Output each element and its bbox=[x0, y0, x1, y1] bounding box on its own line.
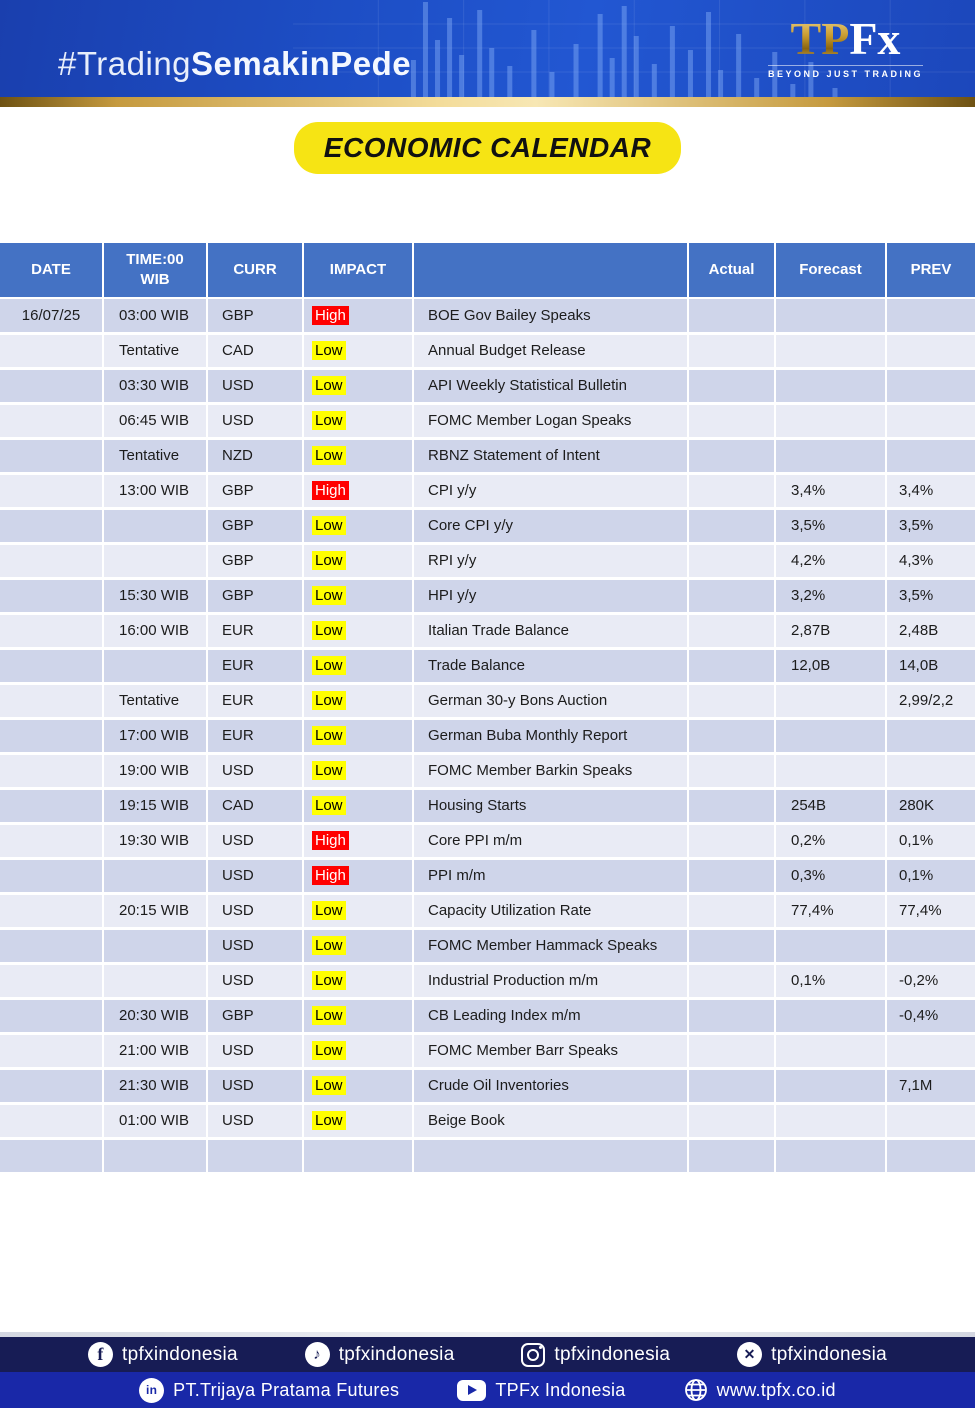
cell-date bbox=[0, 333, 103, 368]
impact-badge: Low bbox=[312, 1111, 346, 1130]
cell-impact bbox=[303, 683, 413, 718]
table-row bbox=[0, 998, 975, 1033]
cell-forecast bbox=[775, 1033, 886, 1068]
cell-event: Annual Budget Release bbox=[413, 333, 688, 368]
cell-event: BOE Gov Bailey Speaks bbox=[413, 298, 688, 333]
cell-date bbox=[0, 368, 103, 403]
cell-event: Crude Oil Inventories bbox=[413, 1068, 688, 1103]
table-row bbox=[0, 718, 975, 753]
table-row bbox=[0, 403, 975, 438]
cell-impact bbox=[303, 438, 413, 473]
cell-date bbox=[0, 1033, 103, 1068]
calendar-table-body bbox=[0, 298, 975, 1173]
table-row bbox=[0, 1033, 975, 1068]
cell-curr: CAD bbox=[207, 333, 303, 368]
cell-actual bbox=[688, 858, 775, 893]
hashtag-light-part: #Trading bbox=[58, 45, 192, 82]
social-item-facebook[interactable] bbox=[88, 1342, 238, 1367]
cell-impact bbox=[303, 473, 413, 508]
cell-impact bbox=[303, 788, 413, 823]
cell-time: Tentative bbox=[103, 683, 207, 718]
logo-tagline: BEYOND JUST TRADING bbox=[768, 65, 923, 79]
cell-actual bbox=[688, 718, 775, 753]
cell-prev: 77,4% bbox=[886, 893, 975, 928]
instagram-icon bbox=[521, 1343, 545, 1367]
social-item-x[interactable] bbox=[737, 1342, 887, 1367]
cell-prev bbox=[886, 368, 975, 403]
cell-date bbox=[0, 543, 103, 578]
table-row bbox=[0, 858, 975, 893]
cell-event: Housing Starts bbox=[413, 788, 688, 823]
cell-curr: USD bbox=[207, 368, 303, 403]
cell-impact bbox=[303, 613, 413, 648]
cell-actual bbox=[688, 998, 775, 1033]
impact-badge: Low bbox=[312, 411, 346, 430]
column-header-forecast: Forecast bbox=[775, 242, 886, 298]
cell-impact bbox=[303, 718, 413, 753]
cell-time: 06:45 WIB bbox=[103, 403, 207, 438]
cell-impact bbox=[303, 1033, 413, 1068]
cell-actual bbox=[688, 823, 775, 858]
cell-prev bbox=[886, 298, 975, 333]
cell-curr: USD bbox=[207, 963, 303, 998]
cell-event: FOMC Member Logan Speaks bbox=[413, 403, 688, 438]
cell-curr: USD bbox=[207, 928, 303, 963]
cell-curr: EUR bbox=[207, 613, 303, 648]
impact-badge: Low bbox=[312, 376, 346, 395]
column-header-time: TIME:00 WIB bbox=[103, 242, 207, 298]
cell-impact bbox=[303, 928, 413, 963]
cell-prev: 280K bbox=[886, 788, 975, 823]
cell-forecast bbox=[775, 368, 886, 403]
cell-actual bbox=[688, 508, 775, 543]
cell-prev bbox=[886, 928, 975, 963]
cell-curr: GBP bbox=[207, 298, 303, 333]
cell-forecast: 0,3% bbox=[775, 858, 886, 893]
cell-prev bbox=[886, 403, 975, 438]
cell-time bbox=[103, 508, 207, 543]
cell-date bbox=[0, 1103, 103, 1138]
cell-date bbox=[0, 578, 103, 613]
table-row bbox=[0, 928, 975, 963]
cell-impact bbox=[303, 648, 413, 683]
table-row bbox=[0, 963, 975, 998]
cell-prev: 2,48B bbox=[886, 613, 975, 648]
cell-impact bbox=[303, 858, 413, 893]
cell-forecast bbox=[775, 753, 886, 788]
cell-event: Trade Balance bbox=[413, 648, 688, 683]
cell-impact bbox=[303, 998, 413, 1033]
cell-time bbox=[103, 648, 207, 683]
cell-prev: 0,1% bbox=[886, 823, 975, 858]
cell-impact bbox=[303, 893, 413, 928]
cell-forecast: 3,4% bbox=[775, 473, 886, 508]
cell-time bbox=[103, 1138, 207, 1173]
cell-time: 21:00 WIB bbox=[103, 1033, 207, 1068]
table-row bbox=[0, 648, 975, 683]
cell-time bbox=[103, 543, 207, 578]
cell-curr: USD bbox=[207, 1068, 303, 1103]
cell-impact bbox=[303, 543, 413, 578]
globe-icon bbox=[684, 1378, 708, 1402]
campaign-hashtag bbox=[58, 45, 411, 83]
cell-event: Italian Trade Balance bbox=[413, 613, 688, 648]
cell-prev bbox=[886, 1138, 975, 1173]
cell-actual bbox=[688, 613, 775, 648]
cell-date bbox=[0, 473, 103, 508]
cell-date bbox=[0, 438, 103, 473]
social-item-instagram[interactable] bbox=[521, 1343, 670, 1367]
cell-date bbox=[0, 718, 103, 753]
column-header-prev: PREV bbox=[886, 242, 975, 298]
cell-prev: 14,0B bbox=[886, 648, 975, 683]
cell-curr: GBP bbox=[207, 543, 303, 578]
impact-badge: Low bbox=[312, 551, 346, 570]
cell-impact bbox=[303, 753, 413, 788]
cell-date: 16/07/25 bbox=[0, 298, 103, 333]
cell-impact bbox=[303, 508, 413, 543]
cell-date bbox=[0, 963, 103, 998]
cell-date bbox=[0, 893, 103, 928]
table-row bbox=[0, 683, 975, 718]
impact-badge: Low bbox=[312, 796, 346, 815]
info-item-linkedin[interactable] bbox=[139, 1378, 399, 1403]
cell-forecast: 4,2% bbox=[775, 543, 886, 578]
social-handle: tpfxindonesia bbox=[122, 1343, 238, 1365]
cell-impact bbox=[303, 368, 413, 403]
table-row bbox=[0, 578, 975, 613]
social-band bbox=[0, 1337, 975, 1372]
cell-actual bbox=[688, 543, 775, 578]
cell-prev: 7,1M bbox=[886, 1068, 975, 1103]
company-name: PT.Trijaya Pratama Futures bbox=[173, 1379, 400, 1400]
website-url: www.tpfx.co.id bbox=[716, 1379, 836, 1400]
cell-curr: GBP bbox=[207, 508, 303, 543]
cell-date bbox=[0, 403, 103, 438]
youtube-icon bbox=[457, 1380, 486, 1401]
table-row bbox=[0, 893, 975, 928]
impact-badge: Low bbox=[312, 936, 346, 955]
cell-event: FOMC Member Barr Speaks bbox=[413, 1033, 688, 1068]
cell-curr: USD bbox=[207, 1103, 303, 1138]
cell-event: HPI y/y bbox=[413, 578, 688, 613]
cell-time bbox=[103, 858, 207, 893]
cell-event: German Buba Monthly Report bbox=[413, 718, 688, 753]
cell-time: 15:30 WIB bbox=[103, 578, 207, 613]
table-header-row bbox=[0, 242, 975, 298]
cell-date bbox=[0, 753, 103, 788]
logo-tp-part: TP bbox=[790, 13, 850, 64]
cell-event: API Weekly Statistical Bulletin bbox=[413, 368, 688, 403]
cell-prev: -0,2% bbox=[886, 963, 975, 998]
hashtag-bold-part: SemakinPede bbox=[191, 45, 412, 82]
column-header-curr: CURR bbox=[207, 242, 303, 298]
cell-actual bbox=[688, 1138, 775, 1173]
social-handle: tpfxindonesia bbox=[771, 1343, 887, 1365]
cell-forecast: 3,2% bbox=[775, 578, 886, 613]
impact-badge: Low bbox=[312, 1041, 346, 1060]
table-row bbox=[0, 613, 975, 648]
cell-event: PPI m/m bbox=[413, 858, 688, 893]
cell-prev: -0,4% bbox=[886, 998, 975, 1033]
cell-forecast bbox=[775, 718, 886, 753]
cell-forecast bbox=[775, 998, 886, 1033]
cell-event: Beige Book bbox=[413, 1103, 688, 1138]
impact-badge: Low bbox=[312, 971, 346, 990]
cell-curr: USD bbox=[207, 823, 303, 858]
cell-prev: 0,1% bbox=[886, 858, 975, 893]
cell-prev: 2,99/2,2 bbox=[886, 683, 975, 718]
cell-actual bbox=[688, 473, 775, 508]
impact-badge: Low bbox=[312, 1006, 346, 1025]
cell-curr: USD bbox=[207, 858, 303, 893]
cell-date bbox=[0, 683, 103, 718]
cell-curr: EUR bbox=[207, 718, 303, 753]
table-row bbox=[0, 1138, 975, 1173]
cell-prev bbox=[886, 438, 975, 473]
social-handle: tpfxindonesia bbox=[338, 1343, 455, 1365]
cell-event: Core PPI m/m bbox=[413, 823, 688, 858]
title-wrap bbox=[0, 122, 975, 174]
cell-actual bbox=[688, 298, 775, 333]
cell-curr: GBP bbox=[207, 998, 303, 1033]
cell-prev: 3,5% bbox=[886, 508, 975, 543]
cell-date bbox=[0, 928, 103, 963]
impact-badge: Low bbox=[312, 621, 346, 640]
cell-actual bbox=[688, 928, 775, 963]
cell-impact bbox=[303, 1103, 413, 1138]
cell-event: German 30-y Bons Auction bbox=[413, 683, 688, 718]
cell-impact bbox=[303, 1138, 413, 1173]
cell-event: RPI y/y bbox=[413, 543, 688, 578]
cell-curr: USD bbox=[207, 753, 303, 788]
cell-curr: USD bbox=[207, 1033, 303, 1068]
cell-actual bbox=[688, 1068, 775, 1103]
cell-time: 17:00 WIB bbox=[103, 718, 207, 753]
info-band bbox=[0, 1372, 975, 1408]
cell-date bbox=[0, 823, 103, 858]
impact-badge: High bbox=[312, 306, 349, 325]
cell-curr: NZD bbox=[207, 438, 303, 473]
header-banner bbox=[0, 0, 975, 97]
impact-badge: Low bbox=[312, 586, 346, 605]
cell-event: Capacity Utilization Rate bbox=[413, 893, 688, 928]
cell-curr: USD bbox=[207, 403, 303, 438]
social-item-tiktok[interactable] bbox=[305, 1342, 455, 1367]
column-header-actual: Actual bbox=[688, 242, 775, 298]
impact-badge: High bbox=[312, 866, 349, 885]
info-item-youtube[interactable] bbox=[457, 1380, 625, 1401]
table-row bbox=[0, 1068, 975, 1103]
x-icon: ✕ bbox=[737, 1342, 762, 1367]
economic-calendar-table bbox=[0, 241, 975, 1175]
cell-actual bbox=[688, 1103, 775, 1138]
impact-badge: Low bbox=[312, 901, 346, 920]
cell-impact bbox=[303, 1068, 413, 1103]
table-row bbox=[0, 788, 975, 823]
cell-event: Core CPI y/y bbox=[413, 508, 688, 543]
cell-date bbox=[0, 1138, 103, 1173]
impact-badge: Low bbox=[312, 446, 346, 465]
cell-forecast: 12,0B bbox=[775, 648, 886, 683]
tiktok-icon: ♪ bbox=[305, 1342, 330, 1367]
cell-actual bbox=[688, 893, 775, 928]
table-row bbox=[0, 543, 975, 578]
cell-prev bbox=[886, 718, 975, 753]
cell-forecast bbox=[775, 1138, 886, 1173]
page-title: ECONOMIC CALENDAR bbox=[294, 122, 681, 174]
impact-badge: Low bbox=[312, 656, 346, 675]
footer bbox=[0, 1332, 975, 1408]
cell-actual bbox=[688, 648, 775, 683]
cell-forecast: 0,2% bbox=[775, 823, 886, 858]
cell-forecast bbox=[775, 1068, 886, 1103]
youtube-channel: TPFx Indonesia bbox=[495, 1379, 626, 1400]
cell-actual bbox=[688, 788, 775, 823]
cell-actual bbox=[688, 753, 775, 788]
impact-badge: Low bbox=[312, 516, 346, 535]
cell-time: 03:00 WIB bbox=[103, 298, 207, 333]
cell-event: RBNZ Statement of Intent bbox=[413, 438, 688, 473]
table-row bbox=[0, 1103, 975, 1138]
cell-event: FOMC Member Barkin Speaks bbox=[413, 753, 688, 788]
cell-forecast bbox=[775, 333, 886, 368]
cell-time: 19:00 WIB bbox=[103, 753, 207, 788]
linkedin-icon: in bbox=[139, 1378, 164, 1403]
cell-curr: CAD bbox=[207, 788, 303, 823]
impact-badge: Low bbox=[312, 691, 346, 710]
cell-actual bbox=[688, 333, 775, 368]
cell-prev: 3,4% bbox=[886, 473, 975, 508]
gold-divider-bar bbox=[0, 97, 975, 107]
cell-forecast: 2,87B bbox=[775, 613, 886, 648]
column-header-impact: IMPACT bbox=[303, 242, 413, 298]
column-header-event bbox=[413, 242, 688, 298]
cell-event: FOMC Member Hammack Speaks bbox=[413, 928, 688, 963]
cell-forecast bbox=[775, 1103, 886, 1138]
table-row bbox=[0, 368, 975, 403]
cell-date bbox=[0, 998, 103, 1033]
cell-forecast: 0,1% bbox=[775, 963, 886, 998]
table-row bbox=[0, 438, 975, 473]
cell-prev bbox=[886, 333, 975, 368]
cell-time: Tentative bbox=[103, 333, 207, 368]
cell-time: 21:30 WIB bbox=[103, 1068, 207, 1103]
cell-actual bbox=[688, 578, 775, 613]
cell-impact bbox=[303, 823, 413, 858]
tpfx-logo-text bbox=[768, 13, 923, 64]
cell-time: 03:30 WIB bbox=[103, 368, 207, 403]
cell-time bbox=[103, 928, 207, 963]
cell-time: Tentative bbox=[103, 438, 207, 473]
cell-actual bbox=[688, 1033, 775, 1068]
tpfx-logo bbox=[767, 13, 923, 79]
impact-badge: Low bbox=[312, 726, 346, 745]
cell-curr: GBP bbox=[207, 473, 303, 508]
impact-badge: High bbox=[312, 481, 349, 500]
cell-forecast bbox=[775, 683, 886, 718]
cell-curr: EUR bbox=[207, 648, 303, 683]
table-row bbox=[0, 508, 975, 543]
cell-time bbox=[103, 963, 207, 998]
cell-date bbox=[0, 613, 103, 648]
cell-forecast bbox=[775, 928, 886, 963]
cell-time: 19:15 WIB bbox=[103, 788, 207, 823]
cell-forecast bbox=[775, 298, 886, 333]
cell-date bbox=[0, 788, 103, 823]
cell-time: 19:30 WIB bbox=[103, 823, 207, 858]
cell-prev: 4,3% bbox=[886, 543, 975, 578]
cell-actual bbox=[688, 403, 775, 438]
cell-time: 20:30 WIB bbox=[103, 998, 207, 1033]
cell-actual bbox=[688, 683, 775, 718]
cell-time: 16:00 WIB bbox=[103, 613, 207, 648]
impact-badge: Low bbox=[312, 341, 346, 360]
cell-curr bbox=[207, 1138, 303, 1173]
cell-impact bbox=[303, 298, 413, 333]
cell-time: 13:00 WIB bbox=[103, 473, 207, 508]
cell-event: Industrial Production m/m bbox=[413, 963, 688, 998]
column-header-date: DATE bbox=[0, 242, 103, 298]
cell-actual bbox=[688, 963, 775, 998]
cell-impact bbox=[303, 403, 413, 438]
cell-prev bbox=[886, 1103, 975, 1138]
cell-forecast: 77,4% bbox=[775, 893, 886, 928]
cell-time: 20:15 WIB bbox=[103, 893, 207, 928]
cell-event: CPI y/y bbox=[413, 473, 688, 508]
cell-event bbox=[413, 1138, 688, 1173]
cell-impact bbox=[303, 333, 413, 368]
table-row bbox=[0, 333, 975, 368]
table-row bbox=[0, 473, 975, 508]
social-handle: tpfxindonesia bbox=[554, 1343, 671, 1365]
cell-forecast bbox=[775, 438, 886, 473]
cell-forecast bbox=[775, 403, 886, 438]
cell-date bbox=[0, 648, 103, 683]
table-row bbox=[0, 823, 975, 858]
cell-actual bbox=[688, 368, 775, 403]
cell-date bbox=[0, 858, 103, 893]
cell-event: CB Leading Index m/m bbox=[413, 998, 688, 1033]
info-item-website[interactable] bbox=[684, 1378, 836, 1402]
cell-actual bbox=[688, 438, 775, 473]
cell-date bbox=[0, 1068, 103, 1103]
table-row bbox=[0, 298, 975, 333]
impact-badge: Low bbox=[312, 761, 346, 780]
cell-impact bbox=[303, 963, 413, 998]
cell-curr: USD bbox=[207, 893, 303, 928]
cell-forecast: 3,5% bbox=[775, 508, 886, 543]
cell-forecast: 254B bbox=[775, 788, 886, 823]
cell-prev bbox=[886, 753, 975, 788]
cell-prev: 3,5% bbox=[886, 578, 975, 613]
cell-prev bbox=[886, 1033, 975, 1068]
table-row bbox=[0, 753, 975, 788]
cell-date bbox=[0, 508, 103, 543]
logo-fx-part: Fx bbox=[849, 13, 901, 64]
impact-badge: High bbox=[312, 831, 349, 850]
facebook-icon: f bbox=[88, 1342, 113, 1367]
cell-impact bbox=[303, 578, 413, 613]
cell-curr: EUR bbox=[207, 683, 303, 718]
cell-time: 01:00 WIB bbox=[103, 1103, 207, 1138]
cell-curr: GBP bbox=[207, 578, 303, 613]
impact-badge: Low bbox=[312, 1076, 346, 1095]
